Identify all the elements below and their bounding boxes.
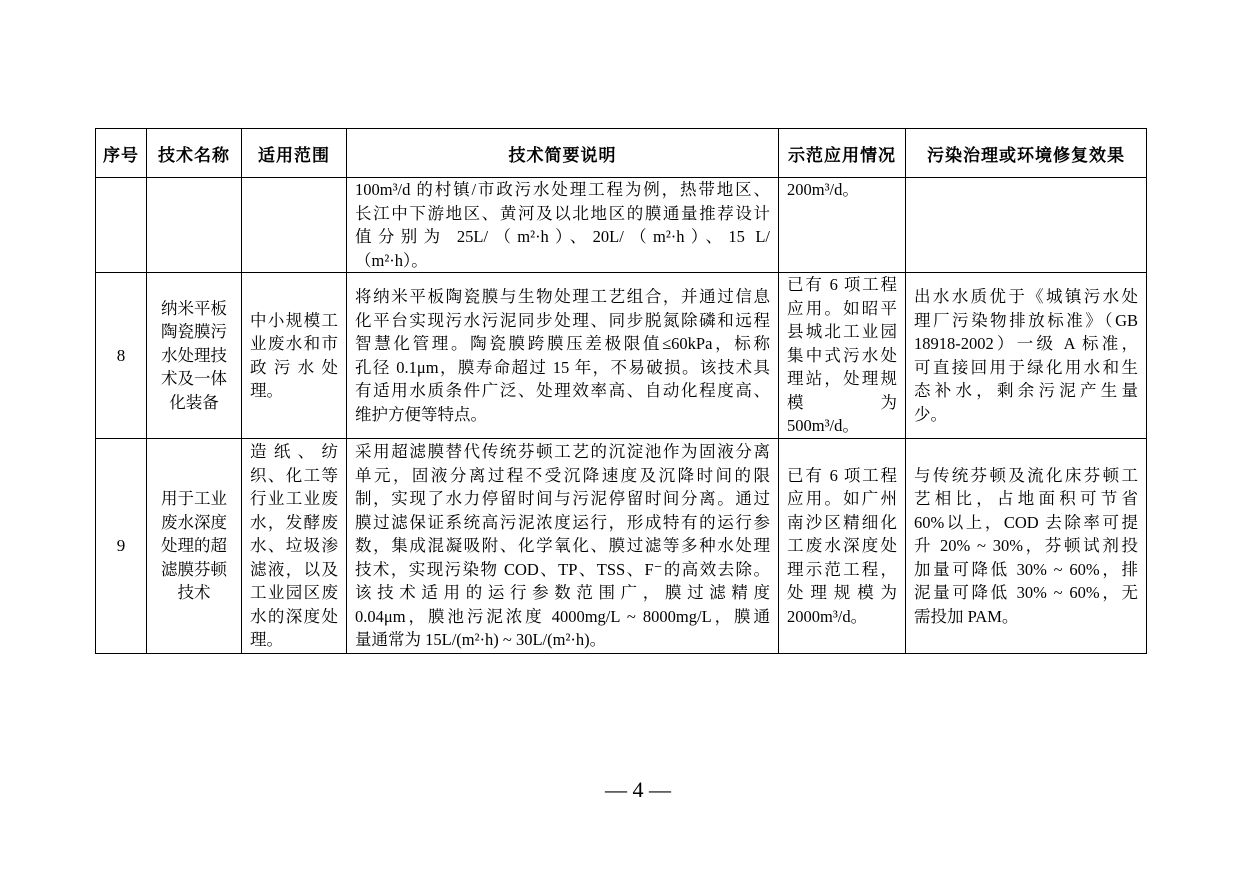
effect-line: 泥量可降低 30% ~ 60%，无	[914, 583, 1138, 603]
description-line: 该技术适用的运行参数范围广，膜过滤精度	[355, 583, 770, 603]
name-line: 化装备	[169, 392, 219, 412]
description-line: 长江中下游地区、黄河及以北地区的膜通量推荐设计	[355, 203, 770, 223]
name-line: 陶瓷膜污	[161, 322, 227, 342]
cell-scope	[242, 439, 347, 654]
demo-line: 500m³/d。	[787, 416, 859, 436]
demo-line: 模为	[787, 392, 897, 412]
scope-line: 滤液，以及	[250, 559, 338, 579]
description-line: 制，实现了水力停留时间与污泥停留时间分离。通过	[355, 489, 770, 509]
scope-line: 水，发酵废	[250, 512, 338, 532]
scope-line: 工业园区废	[250, 583, 338, 603]
effect-line: 理厂污染物排放标准》（GB	[914, 310, 1138, 330]
description-line: （m²·h）。	[355, 250, 428, 270]
table-row	[96, 273, 1147, 439]
effect-line: 与传统芬顿及流化床芬顿工	[914, 465, 1138, 485]
demo-line: 南沙区精细化	[787, 512, 897, 532]
name-line: 术及一体	[161, 369, 227, 389]
cell-description	[347, 178, 779, 273]
description-line: 有适用水质条件广泛、处理效率高、自动化程度高、	[355, 381, 770, 400]
header-technology-name: 技术名称	[147, 129, 242, 178]
description-line: 膜过滤保证系统高污泥浓度运行，形成特有的运行参	[355, 512, 770, 532]
description-line: 技术，实现污染物 COD、TP、TSS、F⁻的高效去除。	[355, 559, 770, 579]
cell-effect	[906, 439, 1147, 654]
scope-line: 水、垃圾渗	[250, 536, 338, 556]
header-effect: 污染治理或环境修复效果	[906, 129, 1147, 178]
description-line: 维护方便等特点。	[355, 404, 487, 424]
demo-line: 2000m³/d。	[787, 606, 868, 626]
description-line: 量通常为 15L/(m²·h) ~ 30L/(m²·h)。	[355, 630, 607, 650]
description-line: 孔径 0.1μm，膜寿命超过 15 年，不易破损。该技术具	[355, 357, 770, 377]
header-serial-number: 序号	[96, 129, 147, 178]
cell-technology-name	[147, 273, 242, 439]
demo-line: 县城北工业园	[787, 322, 897, 342]
scope-line: 政污水处	[250, 357, 338, 377]
name-line: 滤膜芬顿	[161, 559, 227, 579]
description-line: 智慧化管理。陶瓷膜跨膜压差极限值≤60kPa，标称	[355, 334, 770, 353]
table-row	[96, 439, 1147, 654]
cell-technology-name	[147, 439, 242, 654]
name-line: 处理的超	[161, 536, 227, 556]
cell-serial-number: 8	[96, 273, 147, 439]
scope-line: 造纸、纺	[250, 442, 338, 462]
effect-line: 可直接回用于绿化用水和生	[914, 357, 1138, 377]
demo-line: 200m³/d。	[787, 180, 859, 199]
effect-line: 升 20% ~ 30%，芬顿试剂投	[914, 536, 1138, 556]
effect-line: 18918-2002）一级 A 标准，	[914, 334, 1138, 353]
effect-line: 60%以上，COD 去除率可提	[914, 512, 1138, 532]
demo-line: 工废水深度处	[787, 536, 897, 556]
effect-line: 态补水，剩余污泥产生量	[914, 381, 1138, 400]
description-line: 化平台实现污水污泥同步处理、同步脱氮除磷和远程	[355, 310, 770, 330]
cell-description	[347, 273, 779, 439]
effect-line: 出水水质优于《城镇污水处	[914, 287, 1138, 306]
effect-line: 少。	[914, 404, 947, 424]
demo-line: 处理规模为	[787, 583, 897, 603]
cell-serial-number	[96, 178, 147, 273]
description-line: 单元，固液分离过程不受沉降速度及沉降时间的限	[355, 465, 770, 485]
cell-description	[347, 439, 779, 654]
scope-line: 行业工业废	[250, 489, 338, 509]
scope-line: 中小规模工	[250, 310, 338, 330]
name-line: 废水深度	[161, 512, 227, 532]
description-line: 0.04μm，膜池污泥浓度 4000mg/L ~ 8000mg/L，膜通	[355, 606, 770, 626]
name-line: 水处理技	[161, 345, 227, 365]
cell-technology-name	[147, 178, 242, 273]
description-line: 数，集成混凝吸附、化学氧化、膜过滤等多种水处理	[355, 536, 770, 556]
cell-demo-application	[779, 439, 906, 654]
effect-line: 艺相比，占地面积可节省	[914, 489, 1138, 509]
scope-line: 水的深度处	[250, 606, 338, 626]
scope-line: 织、化工等	[250, 465, 338, 485]
cell-demo-application	[779, 178, 906, 273]
description-line: 值分别为 25L/（m²·h）、20L/（m²·h）、15 L/	[355, 227, 770, 246]
description-line: 将纳米平板陶瓷膜与生物处理工艺组合，并通过信息	[355, 287, 770, 306]
cell-effect	[906, 273, 1147, 439]
header-demo-application: 示范应用情况	[779, 129, 906, 178]
demo-line: 集中式污水处	[787, 345, 897, 365]
demo-line: 理示范工程，	[787, 559, 897, 579]
demo-line: 理站，处理规	[787, 369, 897, 389]
table-row	[96, 178, 1147, 273]
effect-line: 需投加 PAM。	[914, 606, 1019, 626]
demo-line: 已有 6 项工程	[787, 275, 897, 295]
name-line: 技术	[177, 583, 211, 603]
effect-line: 加量可降低 30% ~ 60%，排	[914, 559, 1138, 579]
cell-serial-number: 9	[96, 439, 147, 654]
scope-line: 理。	[250, 381, 283, 400]
header-description: 技术简要说明	[347, 129, 779, 178]
description-line: 采用超滤膜替代传统芬顿工艺的沉淀池作为固液分离	[355, 442, 770, 462]
cell-scope	[242, 178, 347, 273]
scope-line: 业废水和市	[250, 334, 338, 353]
description-line: 100m³/d 的村镇/市政污水处理工程为例，热带地区、	[355, 180, 770, 199]
scope-line: 理。	[250, 630, 283, 650]
page-number: — 4 —	[605, 777, 671, 802]
demo-line: 已有 6 项工程	[787, 465, 897, 485]
demo-line: 应用。如广州	[787, 489, 897, 509]
cell-demo-application	[779, 273, 906, 439]
header-scope: 适用范围	[242, 129, 347, 178]
demo-line: 应用。如昭平	[787, 298, 897, 318]
technology-table	[95, 128, 1147, 654]
table-header-row	[96, 129, 1147, 178]
cell-scope	[242, 273, 347, 439]
name-line: 纳米平板	[161, 298, 227, 318]
name-line: 用于工业	[161, 489, 227, 509]
cell-effect	[906, 178, 1147, 273]
